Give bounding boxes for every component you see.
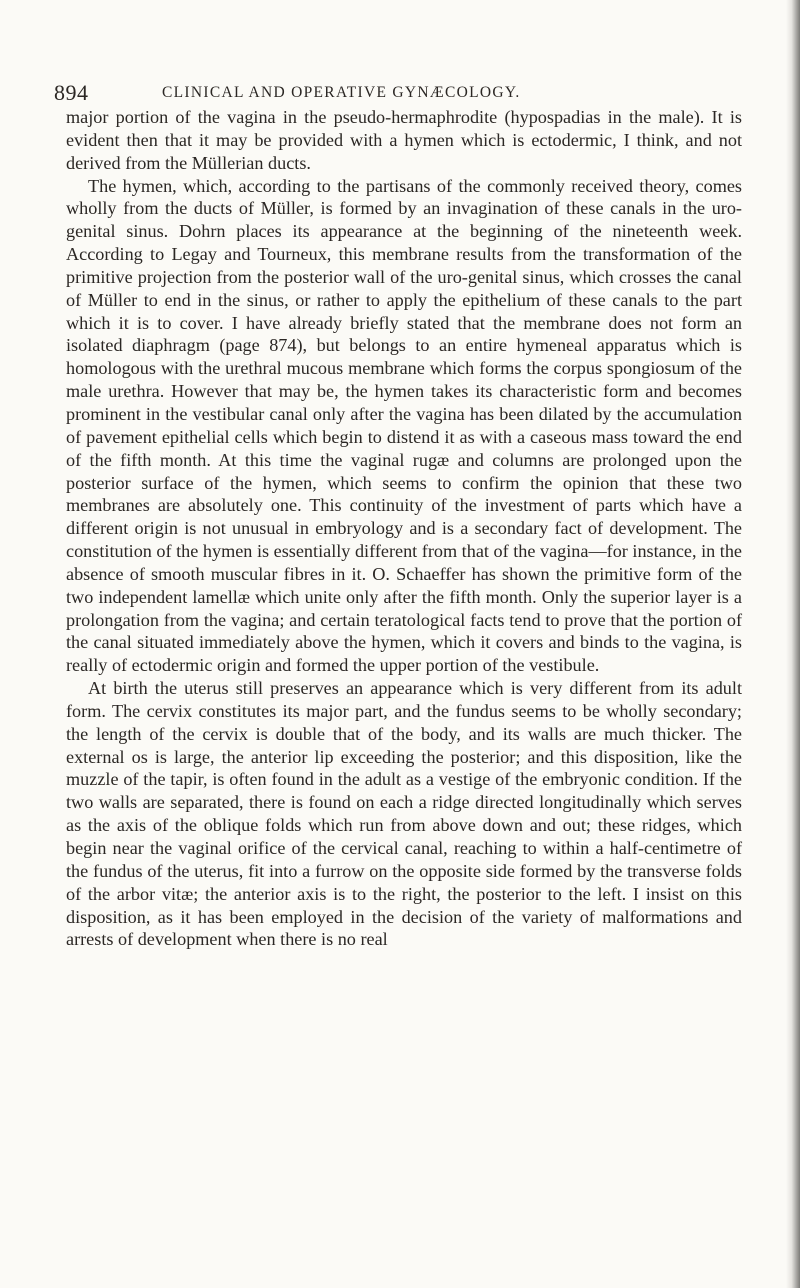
book-page: [54, 0, 742, 951]
body-text: [66, 106, 742, 951]
paragraph-hymen: The hymen, which, according to the partisans of the commonly received theory, comes wholly from the ducts of Müller, is formed by an invagination of these canals in the uro-genital sinus. Dohrn places its appearance at the beginning of the nineteenth week. According to Legay and Tourneux, this membrane results from the transformation of the primitive projection from the posterior wall of the uro-genital sinus, which crosses the canal of Müller to end in the sinus, or rather to apply the epithelium of these canals to the part which it is to cover. I have already briefly stated that the membrane does not form an isolated diaphragm (page 874), but belongs to an entire hymeneal apparatus which is homologous with the urethral mucous membrane which forms the corpus spongiosum of the male urethra. However that may be, the hymen takes its characteristic form and becomes prominent in the vestibular canal only after the vagina has been dilated by the accumulation of pavement epithelial cells which begin to distend it as with a caseous mass toward the end of the fifth month. At this time the vaginal rugæ and columns are prolonged upon the posterior surface of the hymen, which seems to confirm the opinion that these two membranes are absolutely one. This continuity of the investment of parts which have a different origin is not unusual in embryology and is a secondary fact of development. The constitution of the hymen is essentially different from that of the vagina—for instance, in the absence of smooth muscular fibres in it. O. Schaeffer has shown the primitive form of the two independent lamellæ which unite only after the fifth month. Only the superior layer is a prolongation from the vagina; and certain teratological facts tend to prove that the portion of the canal situated immediately above the hymen, which it covers and binds to the vagina, is really of ectodermic origin and formed the upper portion of the vestibule.: [66, 175, 742, 676]
page-edge-shadow: [786, 0, 800, 1288]
page-number: 894: [54, 80, 89, 105]
running-head: [54, 0, 742, 106]
paragraph-continued: major portion of the vagina in the pseudo-hermaphrodite (hypospadias in the male). It is evident then that it may be provided with a hymen which is ectodermic, I think, and not derived from the Müllerian ducts.: [66, 107, 742, 173]
paragraph-uterus-at-birth: At birth the uterus still preserves an appearance which is very different from its adult form. The cervix constitutes its major part, and the fundus seems to be wholly secondary; the length of the cervix is double that of the body, and its walls are much thicker. The external os is large, the anterior lip exceeding the posterior; and this disposition, like the muzzle of the tapir, is often found in the adult as a vestige of the embryonic condition. If the two walls are separated, there is found on each a ridge directed longitudinally which serves as the axis of the oblique folds which run from above down and out; these ridges, which begin near the vaginal orifice of the cervical canal, reaching to within a half-centimetre of the fundus of the uterus, fit into a furrow on the opposite side formed by the transverse folds of the arbor vitæ; the anterior axis is to the right, the posterior to the left. I insist on this disposition, as it has been employed in the decision of the variety of malformations and arrests of development when there is no real: [66, 678, 742, 950]
running-title: CLINICAL AND OPERATIVE GYNÆCOLOGY.: [162, 84, 521, 101]
